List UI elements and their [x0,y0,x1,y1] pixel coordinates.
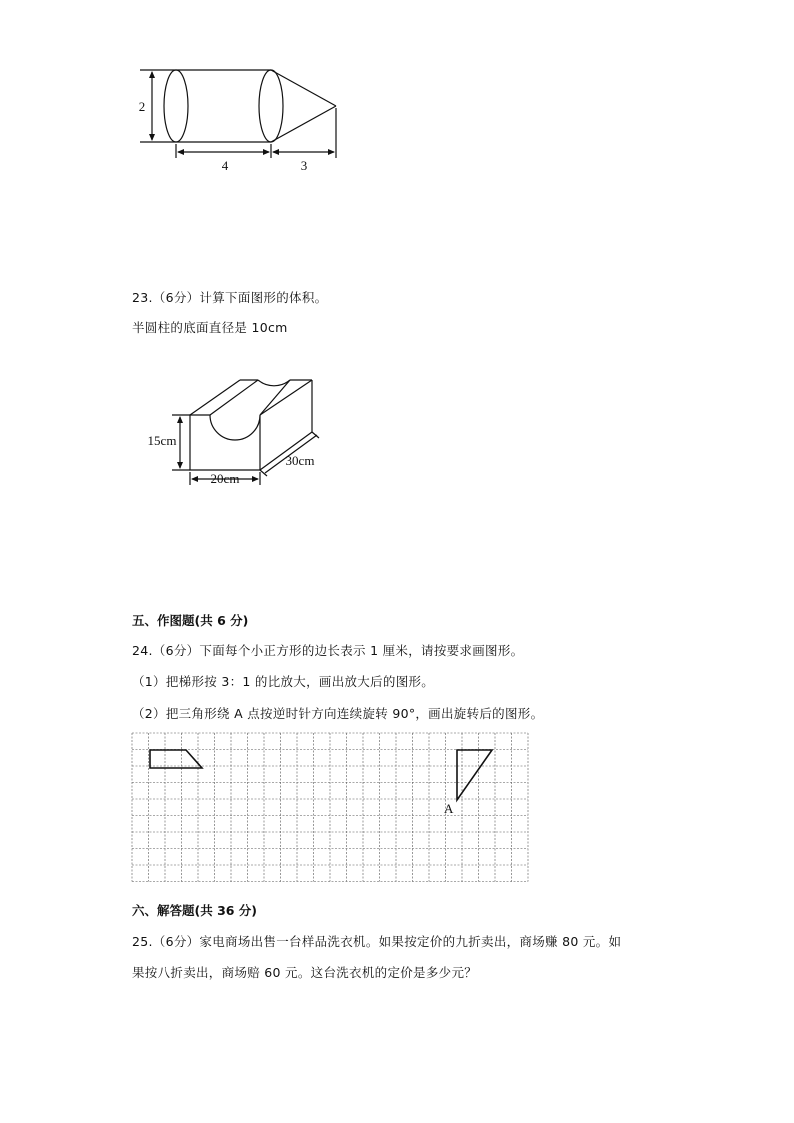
q24-part1: （1）把梯形按 3：1 的比放大，画出放大后的图形。 [132,674,435,689]
point-a-label: A [444,801,454,816]
section-5-title: 五、作图题(共 6 分) [132,613,249,628]
width-20cm-label: 20cm [210,471,240,486]
cone-length-label: 3 [300,158,308,173]
cylinder-length-label: 4 [221,158,229,173]
q23-note: 半圆柱的底面直径是 10cm [132,320,288,335]
groove-block-figure [140,370,340,495]
q24-part2: （2）把三角形绕 A 点按逆时针方向连续旋转 90°，画出旋转后的图形。 [132,706,544,721]
cylinder-cone-figure [130,62,360,182]
q25-line1: 25.（6分）家电商场出售一台样品洗衣机。如果按定价的九折卖出，商场赚 80 元。如 [132,934,622,949]
depth-30cm-label: 30cm [285,453,315,468]
section-6-title: 六、解答题(共 36 分) [132,903,258,918]
q24-prompt: 24.（6分）下面每个小正方形的边长表示 1 厘米，请按要求画图形。 [132,643,524,658]
square-grid [132,733,528,885]
q23-prompt: 23.（6分）计算下面图形的体积。 [132,290,328,305]
trapezoid-shape [150,750,202,768]
height-15cm-label: 15cm [147,433,177,448]
q25-line2: 果按八折卖出，商场赔 60 元。这台洗衣机的定价是多少元？ [132,965,478,980]
height-label: 2 [138,99,146,114]
